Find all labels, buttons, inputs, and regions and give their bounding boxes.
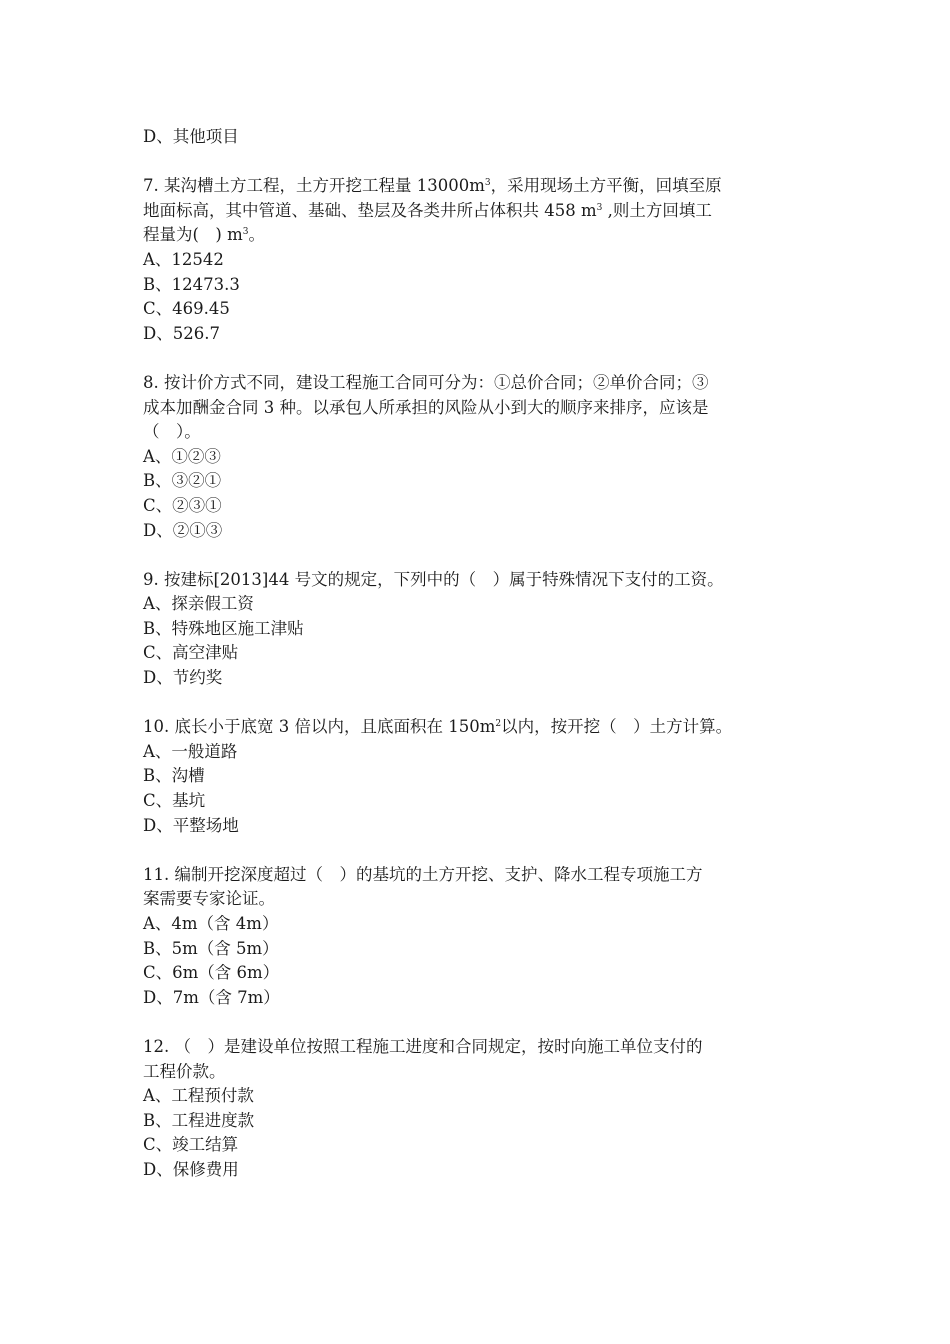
- question-11-option-b: B、5m（含 5m）: [143, 938, 279, 958]
- question-10: [143, 715, 807, 838]
- question-9-line-1: 9. 按建标[2013]44 号文的规定，下列中的（ ）属于特殊情况下支付的工资。: [143, 569, 724, 589]
- question-9-option-b: B、特殊地区施工津贴: [143, 618, 304, 638]
- question-11-option-d: D、7m（含 7m）: [143, 987, 280, 1007]
- question-9: [143, 568, 807, 691]
- question-7-option-b: B、12473.3: [143, 274, 240, 294]
- question-7-line-3: 程量为( ) $m^3$。: [143, 225, 265, 245]
- question-12-option-b: B、工程进度款: [143, 1110, 255, 1130]
- question-11-line-1: 11. 编制开挖深度超过（ ）的基坑的土方开挖、支护、降水工程专项施工方: [143, 864, 703, 884]
- question-12-option-c: C、竣工结算: [143, 1135, 239, 1155]
- question-10-option-a: A、一般道路: [143, 741, 238, 761]
- question-9-option-a: A、探亲假工资: [143, 594, 254, 614]
- question-11-option-c: C、6m（含 6m）: [143, 963, 280, 983]
- question-9-option-c: C、高空津贴: [143, 643, 239, 663]
- question-11-option-a: A、4m（含 4m）: [143, 914, 279, 933]
- question-11-line-2: 案需要专家论证。: [143, 889, 275, 909]
- document-page: [143, 125, 807, 1183]
- question-7-option-a: A、12542: [143, 249, 224, 269]
- question-8-option-a: A、①②③: [143, 446, 221, 466]
- question-11: [143, 863, 807, 1011]
- question-8: [143, 371, 807, 543]
- question-7-option-d: D、526.7: [143, 323, 220, 343]
- leading-option-text: D、其他项目: [143, 127, 239, 146]
- question-10-option-b: B、沟槽: [143, 766, 205, 786]
- question-7-option-c: C、469.45: [143, 299, 230, 319]
- question-10-line-1: 10. 底长小于底宽 3 倍以内，且底面积在 $150m^2$以内，按开挖（ ）土方计算。: [143, 717, 733, 737]
- question-8-line-1: 8. 按计价方式不同，建设工程施工合同可分为：①总价合同；②单价合同；③: [143, 372, 709, 392]
- question-8-line-3: （ ）。: [143, 422, 201, 442]
- question-7-line-2: 地面标高，其中管道、基础、垫层及各类井所占体积共 458 $m^3$ ,则土方回填工: [143, 200, 712, 220]
- question-8-line-2: 成本加酬金合同 3 种。以承包人所承担的风险从小到大的顺序来排序，应该是: [143, 397, 709, 417]
- question-7-line-1: 7. 某沟槽土方工程，土方开挖工程量 $13000m^3$，采用现场土方平衡，回填至原: [143, 176, 722, 196]
- question-12-line-2: 工程价款。: [143, 1061, 226, 1081]
- question-8-option-b: B、③②①: [143, 471, 222, 491]
- question-9-option-d: D、节约奖: [143, 668, 223, 688]
- question-10-option-d: D、平整场地: [143, 815, 239, 835]
- question-10-option-c: C、基坑: [143, 791, 206, 811]
- question-12: [143, 1035, 807, 1183]
- question-8-option-c: C、②③①: [143, 495, 222, 515]
- question-12-option-a: A、工程预付款: [143, 1086, 254, 1106]
- question-12-option-d: D、保修费用: [143, 1159, 239, 1179]
- question-12-line-1: 12. （ ）是建设单位按照工程施工进度和合同规定，按时向施工单位支付的: [143, 1036, 703, 1056]
- question-7: [143, 174, 807, 346]
- question-8-option-d: D、②①③: [143, 520, 223, 540]
